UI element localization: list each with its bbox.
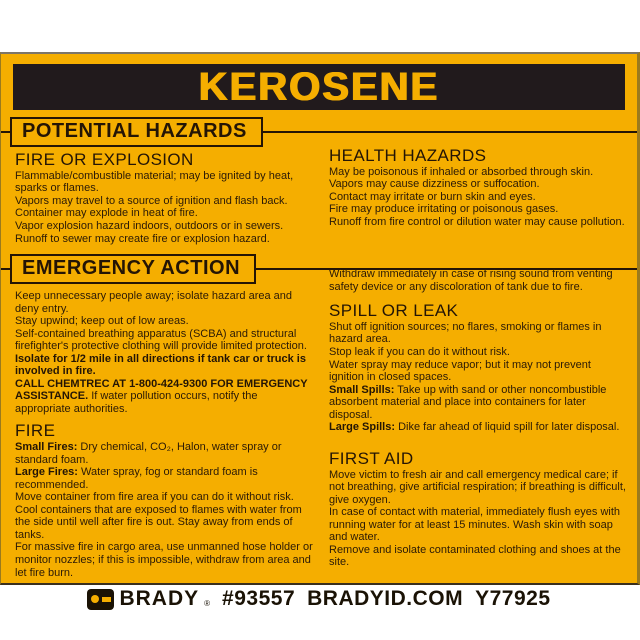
first-aid-text xyxy=(329,469,627,569)
paragraph: Runoff to sewer may create fire or explosion hazard. xyxy=(15,232,270,245)
paragraph: Large Fires: Water spray, fog or standard foam is recommended. xyxy=(15,466,258,491)
paragraph: Water spray may reduce vapor; but it may not prevent ignition in closed spaces. xyxy=(329,358,591,384)
part-number: #93557 xyxy=(222,587,296,611)
paragraph: Keep unnecessary people away; isolate hazard area and deny entry. xyxy=(15,290,293,315)
health-hazards-heading: HEALTH HAZARDS xyxy=(329,146,487,165)
health-hazards-section xyxy=(329,146,627,245)
brady-logo-icon xyxy=(87,589,114,610)
fire-heading: FIRE xyxy=(15,421,56,441)
potential-hazards-header: POTENTIAL HAZARDS xyxy=(10,117,263,147)
footer xyxy=(1,587,637,611)
paragraph: Vapor explosion hazard indoors, outdoors or in sewers. xyxy=(15,219,284,232)
paragraph: For massive fire in cargo area, use unmanned hose holder or monitor nozzles; if this is impossible, withdraw from area and let fire burn. xyxy=(15,541,313,579)
paragraph: Small Spills: Take up with sand or other noncombustible absorbent material and place into containers for later disposal. xyxy=(329,383,607,421)
paragraph: Remove and isolate contaminated clothing and shoes at the site. xyxy=(329,543,621,569)
fire-or-explosion-heading: FIRE OR EXPLOSION xyxy=(15,150,194,169)
paragraph: Self-contained breathing apparatus (SCBA) and structural firefighter's protective clothing will provide limited protection. xyxy=(15,327,307,353)
kerosene-hazard-label xyxy=(0,52,640,611)
header-tick-left xyxy=(1,268,10,270)
potential-hazards-columns xyxy=(1,147,637,245)
paragraph: In case of contact with material, immediately flush eyes with running water for at least 15 minutes. Wash skin with soap and water. xyxy=(329,506,621,544)
paragraph: Runoff from fire control or dilution water may cause pollution. xyxy=(329,215,625,228)
first-aid-heading: FIRST AID xyxy=(329,448,414,468)
potential-hazards-header-row xyxy=(1,117,637,147)
emergency-action-left-column xyxy=(15,290,315,579)
logo-bar xyxy=(102,597,111,602)
paragraph: Contact may irritate or burn skin and eyes. xyxy=(329,190,536,203)
fire-instructions-text xyxy=(15,441,315,579)
website: BRADYID.COM xyxy=(307,587,464,611)
paragraph: Stop leak if you can do it without risk. xyxy=(329,346,510,358)
emergency-action-right-column xyxy=(329,268,627,579)
emergency-action-header: EMERGENCY ACTION xyxy=(10,254,256,284)
paragraph: Shut off ignition sources; no flares, smoking or flames in hazard area. xyxy=(329,320,602,346)
paragraph: Vapors may travel to a source of ignition and flash back. xyxy=(15,194,288,207)
paragraph: Small Fires: Dry chemical, CO₂, Halon, water spray or standard foam. xyxy=(15,441,282,466)
paragraph: Flammable/combustible material; may be ignited by heat, sparks or flames. xyxy=(15,169,294,195)
paragraph: Container may explode in heat of fire. xyxy=(15,207,198,220)
spill-or-leak-text xyxy=(329,321,627,434)
chemical-name-title: KEROSENE xyxy=(198,64,440,109)
sku-code: Y77925 xyxy=(475,587,551,611)
emergency-action-intro-text xyxy=(15,290,315,415)
logo-dot xyxy=(91,595,99,603)
header-tick-left xyxy=(1,131,10,133)
brady-brand xyxy=(87,587,210,611)
paragraph: Fire may produce irritating or poisonous gases. xyxy=(329,203,559,216)
registered-trademark-symbol: ® xyxy=(204,599,211,609)
paragraph: Move victim to fresh air and call emergency medical care; if not breathing, give artificial respiration; if breathing is difficult, give oxygen. xyxy=(329,468,626,506)
fire-or-explosion-text xyxy=(15,170,315,245)
paragraph: May be poisonous if inhaled or absorbed through skin. xyxy=(329,165,594,178)
title-banner xyxy=(13,64,625,110)
fire-or-explosion-section xyxy=(15,150,315,245)
paragraph: Stay upwind; keep out of low areas. xyxy=(15,315,189,328)
paragraph: Isolate for 1/2 mile in all directions if tank car or truck is involved in fire. xyxy=(15,352,306,378)
health-hazards-text xyxy=(329,166,627,229)
withdraw-warning-text xyxy=(329,268,627,293)
paragraph: Large Spills: Dike far ahead of liquid spill for later disposal. xyxy=(329,421,620,434)
paragraph: CALL CHEMTREC AT 1-800-424-9300 FOR EMERGENCY ASSISTANCE. If water pollution occurs, notify the appropriate authorities. xyxy=(15,377,308,415)
paragraph: Cool containers that are exposed to flames with water from the side until well after fire is out. Stay away from ends of tanks. xyxy=(15,503,302,541)
paragraph: Withdraw immediately in case of rising sound from venting safety device or any discoloration of tank due to fire. xyxy=(329,268,613,293)
paragraph: Move container from fire area if you can do it without risk. xyxy=(15,491,294,504)
spill-or-leak-heading: SPILL OR LEAK xyxy=(329,301,459,321)
brand-name: BRADY xyxy=(119,587,200,611)
paragraph: Vapors may cause dizziness or suffocation. xyxy=(329,178,540,191)
header-rule xyxy=(263,131,637,133)
